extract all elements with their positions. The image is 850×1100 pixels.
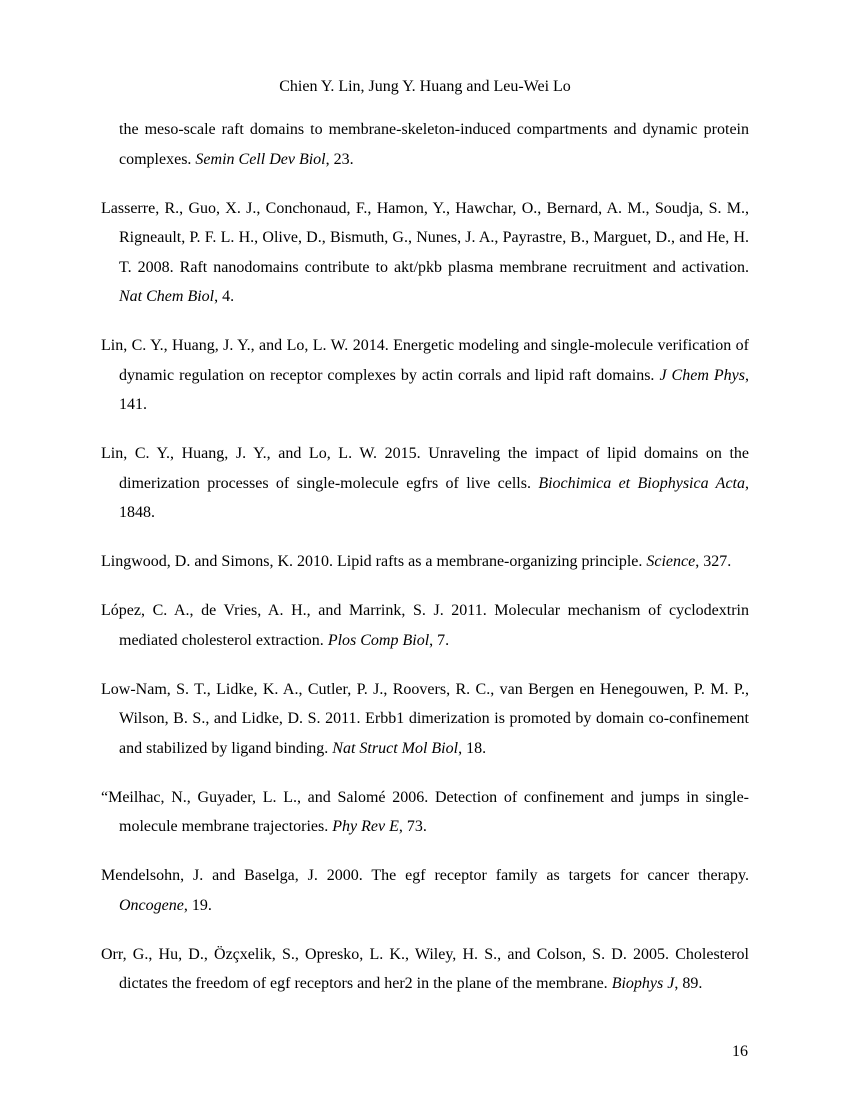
reference-locator: , 18. xyxy=(458,739,487,757)
reference-text: Lin, C. Y., Huang, J. Y., and Lo, L. W. 2015. Unraveling the impact of lipid domains on the dimerization processes of single-molecule egfrs of live cells. xyxy=(101,445,749,492)
reference-locator: , 4. xyxy=(214,288,235,305)
journal-name: Plos Comp Biol xyxy=(327,631,430,649)
reference-text: the meso-scale raft domains to membrane-skeleton-induced compartments and dynamic protein complexes. xyxy=(119,121,749,168)
reference-entry xyxy=(101,596,749,655)
journal-name: Biophys J xyxy=(611,975,675,992)
reference-text: Low-Nam, S. T., Lidke, K. A., Cutler, P. J., Roovers, R. C., van Bergen en Henegouwen, P. M. P., Wilson, B. S., and Lidke, D. S. 2011. Erbb1 dimerization is promoted by domain co-confinement and stabilized by ligand binding. xyxy=(101,680,749,757)
reference-locator: , 327. xyxy=(695,553,732,570)
journal-name: Oncogene xyxy=(119,896,184,914)
journal-name: J Chem Phys xyxy=(659,366,745,384)
reference-entry xyxy=(101,675,749,764)
reference-text: Mendelsohn, J. and Baselga, J. 2000. The egf receptor family as targets for cancer therapy. xyxy=(101,867,749,884)
journal-name: Biochimica et Biophysica Acta xyxy=(538,474,745,492)
reference-locator: , 23. xyxy=(325,150,354,168)
journal-name: Nat Chem Biol xyxy=(119,288,215,305)
reference-entry xyxy=(101,547,749,577)
page-number: 16 xyxy=(732,1043,748,1060)
journal-name: Semin Cell Dev Biol xyxy=(195,150,326,168)
running-head: Chien Y. Lin, Jung Y. Huang and Leu-Wei Lo xyxy=(279,78,571,95)
reference-text: Lin, C. Y., Huang, J. Y., and Lo, L. W. 2014. Energetic modeling and single-molecule verification of dynamic regulation on receptor complexes by actin corrals and lipid raft domains. xyxy=(101,337,749,384)
reference-text: Orr, G., Hu, D., Özçxelik, S., Opresko, L. K., Wiley, H. S., and Colson, S. D. 2005. Cholesterol dictates the freedom of egf receptors and her2 in the plane of the membrane. xyxy=(101,945,749,992)
reference-locator: , 73. xyxy=(398,818,427,835)
reference-text: Lasserre, R., Guo, X. J., Conchonaud, F., Hamon, Y., Hawchar, O., Bernard, A. M., Soudja, S. M., Rigneault, P. F. L. H., Olive, D., Bismuth, G., Nunes, J. A., Payrastre, B., Marguet, D., and He, H. T. 2008. Raft nanodomains contribute to akt/pkb plasma membrane recruitment and activation. xyxy=(101,199,749,276)
reference-text: Lingwood, D. and Simons, K. 2010. Lipid rafts as a membrane-organizing principle. xyxy=(101,553,647,570)
reference-locator: , 1848. xyxy=(119,474,749,521)
reference-locator: , 19. xyxy=(183,896,212,914)
journal-name: Science xyxy=(646,553,696,570)
reference-locator: , 141. xyxy=(119,366,749,413)
reference-text: “Meilhac, N., Guyader, L. L., and Salomé 2006. Detection of confinement and jumps in single-molecule membrane trajectories. xyxy=(101,788,749,835)
reference-entry xyxy=(101,439,749,528)
reference-entry xyxy=(101,331,749,420)
text-column xyxy=(101,0,749,999)
journal-name: Nat Struct Mol Biol xyxy=(332,739,459,757)
reference-entry xyxy=(101,861,749,920)
reference-entry xyxy=(101,194,749,312)
journal-name: Phy Rev E xyxy=(332,818,399,835)
reference-locator: , 89. xyxy=(674,975,703,992)
references-list xyxy=(101,115,749,999)
reference-locator: , 7. xyxy=(429,631,450,649)
reference-entry xyxy=(101,783,749,842)
reference-text: López, C. A., de Vries, A. H., and Marrink, S. J. 2011. Molecular mechanism of cyclodextrin mediated cholesterol extraction. xyxy=(101,602,749,649)
reference-entry xyxy=(101,940,749,999)
reference-entry-continuation xyxy=(101,115,749,174)
